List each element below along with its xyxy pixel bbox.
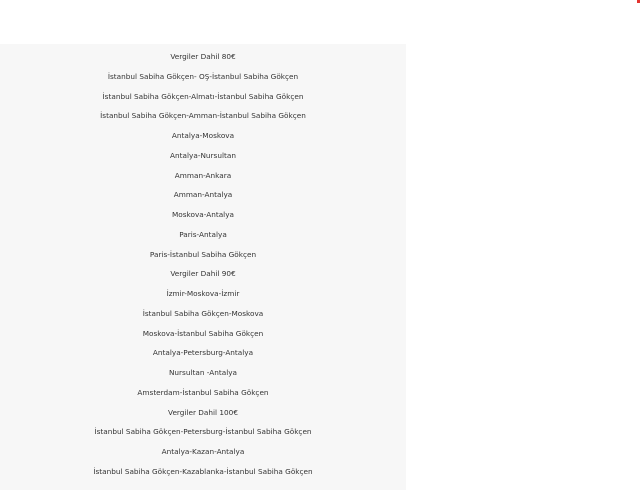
route-item: Amman-Ankara	[174, 170, 232, 180]
route-item: İstanbul Sabiha Gökçen- OŞ-İstanbul Sabiha Gökçen	[107, 71, 299, 81]
route-item: Antalya-Nursultan	[170, 150, 236, 160]
route-item: İstanbul Sabiha Gökçen-Kazablanka-İstanbul Sabiha Gökçen	[93, 466, 313, 476]
route-item: Paris-Antalya	[179, 229, 227, 239]
route-item: Moskova-Antalya	[171, 210, 235, 219]
route-item: İstanbul Sabiha Gökçen-Almatı-İstanbul Sabiha Gökçen	[102, 91, 304, 101]
route-item: Moskova-İstanbul Sabiha Gökçen	[142, 328, 264, 338]
route-item: Nursultan -Antalya	[168, 368, 238, 377]
route-item: İstanbul Sabiha Gökçen-Amman-İstanbul Sabiha Gökçen	[100, 111, 306, 121]
route-item: Antalya-Kazan-Antalya	[161, 447, 245, 456]
route-item: Antalya-Moskova	[171, 131, 235, 140]
route-list	[0, 47, 406, 482]
price-heading-80: Vergiler Dahil 80€	[170, 52, 236, 61]
price-heading-90: Vergiler Dahil 90€	[170, 269, 236, 279]
route-item: İzmir-Moskova-İzmir	[166, 289, 240, 298]
routes-panel	[0, 44, 406, 490]
route-item: İstanbul Sabiha Gökçen-Petersburg-İstanbul Sabiha Gökçen	[94, 427, 312, 437]
route-item: Paris-İstanbul Sabiha Gökçen	[149, 249, 257, 259]
route-item: Antalya-Petersburg-Antalya	[152, 348, 254, 358]
route-item: Amman-Antalya	[173, 190, 233, 200]
route-item: Amsterdam-İstanbul Sabiha Gökçen	[137, 387, 269, 397]
price-heading-100: Vergiler Dahil 100€	[168, 407, 238, 417]
top-bar	[0, 0, 640, 44]
route-item: İstanbul Sabiha Gökçen-Moskova	[142, 308, 264, 318]
